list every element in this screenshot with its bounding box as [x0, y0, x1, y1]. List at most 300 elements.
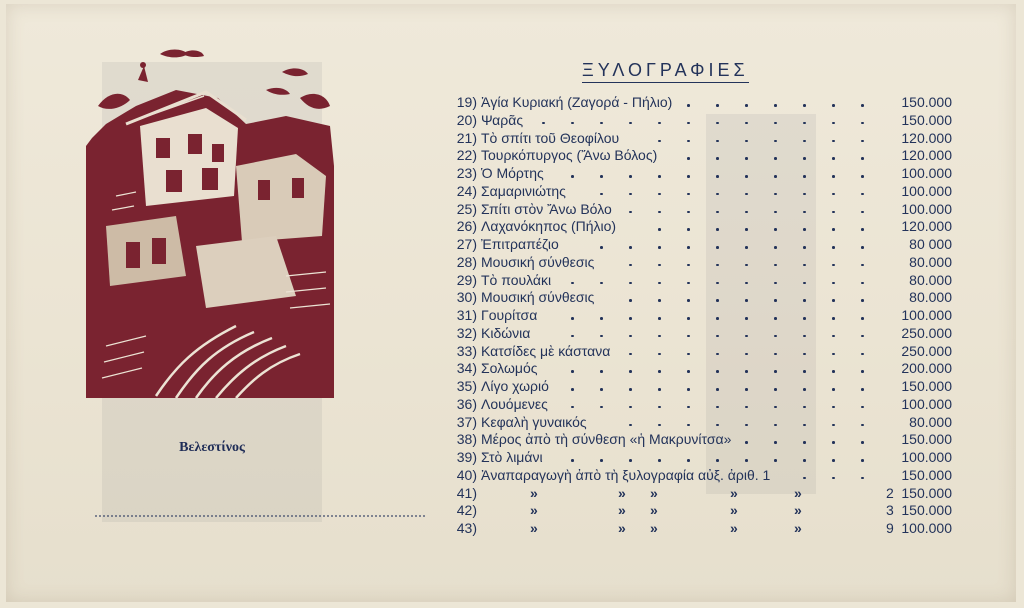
dot-leader: [803, 441, 806, 444]
item-number: 43): [456, 520, 477, 536]
dot-leader: [716, 388, 719, 391]
item-price: 80.000: [909, 271, 952, 288]
dot-leader: [687, 193, 690, 196]
ditto-mark: »: [730, 520, 738, 536]
dot-leader: [571, 317, 574, 320]
dot-leader: [600, 335, 603, 338]
item-price: 120.000: [901, 147, 952, 164]
dot-leader: [861, 459, 864, 462]
dot-leader: [774, 441, 777, 444]
item-number: 41): [456, 484, 477, 501]
item-number: 20): [456, 111, 477, 128]
item-number: 22): [456, 147, 477, 164]
dot-leader: [629, 299, 632, 302]
dot-leader: [832, 370, 835, 373]
item-number: 28): [456, 253, 477, 270]
dotted-divider: [95, 515, 425, 517]
dot-leader: [774, 388, 777, 391]
dot-leader: [803, 264, 806, 267]
dot-leader: [571, 175, 574, 178]
dot-leader: [803, 140, 806, 143]
item-title: Τουρκόπυργος (Ἄνω Βόλος): [481, 147, 658, 164]
dot-leader: [716, 406, 719, 409]
dot-leader: [716, 104, 719, 107]
dot-leader: [803, 157, 806, 160]
dot-leader: [803, 246, 806, 249]
dot-leader: [861, 104, 864, 107]
list-item: [420, 431, 960, 449]
dot-leader: [803, 353, 806, 356]
dot-leader: [861, 299, 864, 302]
dot-leader: [774, 264, 777, 267]
dot-leader: [745, 104, 748, 107]
dot-leader: [803, 299, 806, 302]
dot-leader: [687, 424, 690, 427]
dot-leader: [658, 317, 661, 320]
dot-leader: [774, 424, 777, 427]
woodcut-caption: Βελεστίνος: [179, 440, 245, 455]
dot-leader: [600, 282, 603, 285]
dot-leader: [716, 246, 719, 249]
item-title: Λουόμενες: [481, 395, 548, 412]
item-title: Τὸ πουλάκι: [481, 271, 552, 288]
dot-leader: [832, 477, 835, 480]
dot-leader: [687, 388, 690, 391]
list-item: [420, 272, 960, 290]
list-item: [420, 147, 960, 165]
dot-leader: [658, 459, 661, 462]
dot-leader: [629, 388, 632, 391]
dot-leader: [629, 406, 632, 409]
page-title: ΞΥΛΟΓΡΑΦΙΕΣ: [582, 60, 749, 83]
dot-leader: [803, 175, 806, 178]
dot-leader: [716, 299, 719, 302]
dot-leader: [600, 370, 603, 373]
item-title: Ἐπιτραπέζιο: [481, 236, 559, 252]
dot-leader: [629, 211, 632, 214]
item-price: 100.000: [901, 520, 952, 536]
dot-leader: [832, 193, 835, 196]
dot-leader: [832, 264, 835, 267]
dot-leader: [687, 459, 690, 462]
dot-leader: [687, 157, 690, 160]
list-item: [420, 360, 960, 378]
dot-leader: [803, 477, 806, 480]
item-price: 80.000: [909, 413, 952, 430]
dot-leader: [832, 246, 835, 249]
dot-leader: [687, 211, 690, 214]
item-number: 37): [456, 413, 477, 430]
list-item: [420, 325, 960, 343]
item-title: Σπίτι στὸν Ἄνω Βόλο: [481, 200, 612, 217]
item-price: 100.000: [901, 182, 952, 199]
item-price: 150.000: [901, 111, 952, 128]
dot-leader: [687, 353, 690, 356]
dot-leader: [803, 282, 806, 285]
dot-leader: [600, 246, 603, 249]
item-title: Λαχανόκηπος (Πήλιο): [481, 218, 617, 235]
item-title: Σολωμός: [481, 360, 538, 377]
dot-leader: [658, 246, 661, 249]
item-price: 250.000: [901, 324, 952, 341]
item-price: 150.000: [901, 378, 952, 394]
dot-leader: [745, 157, 748, 160]
dot-leader: [774, 228, 777, 231]
dot-leader: [803, 424, 806, 427]
dot-leader: [629, 246, 632, 249]
list-item: [420, 201, 960, 219]
dot-leader: [832, 424, 835, 427]
ditto-mark: »: [618, 502, 626, 519]
dot-leader: [571, 459, 574, 462]
dot-leader: [774, 406, 777, 409]
dot-leader: [687, 299, 690, 302]
dot-leader: [861, 370, 864, 373]
item-price: 150.000: [901, 94, 952, 110]
dot-leader: [745, 282, 748, 285]
ditto-mark: »: [530, 502, 538, 519]
item-number: 31): [456, 307, 477, 323]
dot-leader: [571, 388, 574, 391]
dot-leader: [687, 370, 690, 373]
dot-leader: [658, 122, 661, 125]
dot-leader: [774, 122, 777, 125]
item-price: 100.000: [901, 449, 952, 465]
item-title: Τὸ σπίτι τοῦ Θεοφίλου: [481, 129, 620, 146]
dot-leader: [832, 228, 835, 231]
dot-leader: [745, 175, 748, 178]
ditto-mark: »: [618, 520, 626, 536]
dot-leader: [687, 140, 690, 143]
item-number: 35): [456, 378, 477, 394]
item-number: 21): [456, 129, 477, 146]
woodcut-illustration: [86, 46, 334, 398]
item-number: 19): [456, 94, 477, 110]
dot-leader: [716, 370, 719, 373]
dot-leader: [716, 353, 719, 356]
list-item: [420, 502, 960, 520]
dot-leader: [629, 353, 632, 356]
item-number: 36): [456, 395, 477, 412]
dot-leader: [803, 388, 806, 391]
dot-leader: [629, 122, 632, 125]
dot-leader: [803, 406, 806, 409]
item-price: 150.000: [901, 431, 952, 448]
item-title: Μέρος ἀπὸ τὴ σύνθεση «ἡ Μακρυνίτσα»: [481, 431, 732, 448]
dot-leader: [687, 335, 690, 338]
list-item: [420, 130, 960, 148]
dot-leader: [861, 477, 864, 480]
item-price: 150.000: [901, 502, 952, 519]
list-item: [420, 467, 960, 485]
dot-leader: [658, 264, 661, 267]
dot-leader: [629, 282, 632, 285]
dot-leader: [716, 424, 719, 427]
dot-leader: [745, 424, 748, 427]
item-title: Κεφαλὴ γυναικός: [481, 413, 587, 430]
dot-leader: [774, 353, 777, 356]
list-item: [420, 396, 960, 414]
dot-leader: [716, 335, 719, 338]
ditto-mark: »: [794, 484, 802, 501]
dot-leader: [861, 193, 864, 196]
dot-leader: [861, 282, 864, 285]
dot-leader: [745, 299, 748, 302]
dot-leader: [600, 388, 603, 391]
dot-leader: [542, 122, 545, 125]
dot-leader: [861, 388, 864, 391]
dot-leader: [774, 193, 777, 196]
list-item: [420, 183, 960, 201]
dot-leader: [861, 211, 864, 214]
dot-leader: [861, 140, 864, 143]
item-price: 250.000: [901, 342, 952, 359]
dot-leader: [600, 317, 603, 320]
list-item: [420, 449, 960, 467]
dot-leader: [629, 193, 632, 196]
repro-number: 9: [886, 520, 894, 536]
list-item: [420, 165, 960, 183]
dot-leader: [687, 406, 690, 409]
dot-leader: [716, 282, 719, 285]
dot-leader: [745, 370, 748, 373]
item-price: 200.000: [901, 360, 952, 377]
dot-leader: [832, 157, 835, 160]
dot-leader: [832, 459, 835, 462]
repro-number: 3: [886, 502, 894, 519]
dot-leader: [716, 317, 719, 320]
dot-leader: [629, 459, 632, 462]
item-title: Ψαρᾶς: [481, 111, 524, 128]
list-item: [420, 218, 960, 236]
dot-leader: [774, 370, 777, 373]
dot-leader: [658, 406, 661, 409]
dot-leader: [716, 122, 719, 125]
dot-leader: [571, 406, 574, 409]
dot-leader: [803, 104, 806, 107]
dot-leader: [745, 459, 748, 462]
dot-leader: [629, 424, 632, 427]
dot-leader: [832, 335, 835, 338]
dot-leader: [716, 140, 719, 143]
dot-leader: [687, 104, 690, 107]
repro-number: 2: [886, 484, 894, 501]
ditto-mark: »: [730, 502, 738, 519]
dot-leader: [687, 122, 690, 125]
item-number: 33): [456, 342, 477, 359]
item-price: 80.000: [909, 253, 952, 270]
dot-leader: [774, 246, 777, 249]
item-price: 100.000: [901, 395, 952, 412]
dot-leader: [745, 317, 748, 320]
dot-leader: [716, 264, 719, 267]
dot-leader: [774, 282, 777, 285]
dot-leader: [658, 211, 661, 214]
dot-leader: [861, 335, 864, 338]
dot-leader: [687, 246, 690, 249]
dot-leader: [687, 264, 690, 267]
dot-leader: [716, 459, 719, 462]
item-number: 24): [456, 182, 477, 199]
item-title: Ὁ Μόρτης: [481, 165, 544, 181]
dot-leader: [687, 228, 690, 231]
dot-leader: [629, 317, 632, 320]
dot-leader: [832, 211, 835, 214]
list-item: [420, 307, 960, 325]
item-price: 150.000: [901, 484, 952, 501]
dot-leader: [658, 282, 661, 285]
dot-leader: [687, 317, 690, 320]
dot-leader: [745, 264, 748, 267]
ditto-mark: »: [794, 520, 802, 536]
item-price: 100.000: [901, 307, 952, 323]
dot-leader: [658, 299, 661, 302]
ditto-mark: »: [650, 484, 658, 501]
dot-leader: [774, 104, 777, 107]
dot-leader: [629, 264, 632, 267]
dot-leader: [658, 424, 661, 427]
dot-leader: [745, 122, 748, 125]
item-title: Σαμαρινιώτης: [481, 182, 566, 199]
dot-leader: [774, 299, 777, 302]
dot-leader: [832, 406, 835, 409]
ditto-mark: »: [730, 484, 738, 501]
list-item: [420, 414, 960, 432]
dot-leader: [774, 175, 777, 178]
item-number: 42): [456, 502, 477, 519]
dot-leader: [745, 353, 748, 356]
dot-leader: [774, 335, 777, 338]
dot-leader: [774, 211, 777, 214]
dot-leader: [861, 406, 864, 409]
dot-leader: [629, 370, 632, 373]
dot-leader: [861, 317, 864, 320]
dot-leader: [832, 175, 835, 178]
ditto-mark: »: [650, 520, 658, 536]
dot-leader: [658, 228, 661, 231]
dot-leader: [745, 228, 748, 231]
dot-leader: [861, 157, 864, 160]
dot-leader: [687, 175, 690, 178]
item-number: 29): [456, 271, 477, 288]
item-number: 40): [456, 466, 477, 483]
item-title: Κατσίδες μὲ κάστανα: [481, 342, 611, 359]
list-item: [420, 112, 960, 130]
dot-leader: [571, 122, 574, 125]
dot-leader: [745, 335, 748, 338]
item-number: 34): [456, 360, 477, 377]
item-price: 100.000: [901, 165, 952, 181]
dot-leader: [658, 193, 661, 196]
dot-leader: [774, 140, 777, 143]
dot-leader: [832, 140, 835, 143]
list-item: [420, 520, 960, 538]
dot-leader: [803, 370, 806, 373]
list-item: [420, 94, 960, 112]
item-price: 80 000: [909, 236, 952, 252]
dot-leader: [687, 282, 690, 285]
item-title: Γουρίτσα: [481, 307, 538, 323]
item-title: Ἁγία Κυριακή (Ζαγορά - Πήλιο): [481, 94, 673, 110]
dot-leader: [803, 459, 806, 462]
dot-leader: [600, 406, 603, 409]
dot-leader: [803, 317, 806, 320]
dot-leader: [716, 175, 719, 178]
dot-leader: [745, 246, 748, 249]
item-number: 39): [456, 449, 477, 465]
dot-leader: [658, 353, 661, 356]
dot-leader: [861, 246, 864, 249]
dot-leader: [774, 459, 777, 462]
item-title: Στὸ λιμάνι: [481, 449, 543, 465]
dot-leader: [832, 317, 835, 320]
dot-leader: [861, 175, 864, 178]
ditto-mark: »: [530, 520, 538, 536]
dot-leader: [832, 353, 835, 356]
item-number: 38): [456, 431, 477, 448]
dot-leader: [861, 228, 864, 231]
dot-leader: [571, 335, 574, 338]
dot-leader: [716, 228, 719, 231]
item-number: 26): [456, 218, 477, 235]
dot-leader: [658, 140, 661, 143]
item-price: 120.000: [901, 218, 952, 235]
ditto-mark: »: [650, 502, 658, 519]
dot-leader: [803, 228, 806, 231]
dot-leader: [745, 140, 748, 143]
dot-leader: [745, 388, 748, 391]
dot-leader: [745, 211, 748, 214]
dot-leader: [774, 317, 777, 320]
list-item: [420, 343, 960, 361]
dot-leader: [600, 193, 603, 196]
item-price: 120.000: [901, 129, 952, 146]
dot-leader: [803, 193, 806, 196]
dot-leader: [803, 122, 806, 125]
dot-leader: [832, 441, 835, 444]
ditto-mark: »: [530, 484, 538, 501]
dot-leader: [600, 122, 603, 125]
dot-leader: [832, 282, 835, 285]
item-number: 32): [456, 324, 477, 341]
list-item: [420, 289, 960, 307]
dot-leader: [600, 175, 603, 178]
dot-leader: [774, 157, 777, 160]
item-price: 80.000: [909, 289, 952, 306]
dot-leader: [861, 424, 864, 427]
dot-leader: [716, 157, 719, 160]
dot-leader: [716, 193, 719, 196]
list-item: [420, 236, 960, 254]
item-number: 30): [456, 289, 477, 306]
item-title: Μουσική σύνθεσις: [481, 289, 595, 306]
dot-leader: [832, 104, 835, 107]
dot-leader: [832, 122, 835, 125]
item-title: Μουσική σύνθεσις: [481, 253, 595, 270]
dot-leader: [571, 282, 574, 285]
dot-leader: [658, 388, 661, 391]
list-item: [420, 254, 960, 272]
item-title: Λίγο χωριό: [481, 378, 549, 394]
ditto-mark: »: [618, 484, 626, 501]
dot-leader: [571, 370, 574, 373]
dot-leader: [745, 406, 748, 409]
dot-leader: [745, 193, 748, 196]
dot-leader: [716, 211, 719, 214]
ditto-mark: »: [794, 502, 802, 519]
dot-leader: [629, 335, 632, 338]
list-item: [420, 378, 960, 396]
